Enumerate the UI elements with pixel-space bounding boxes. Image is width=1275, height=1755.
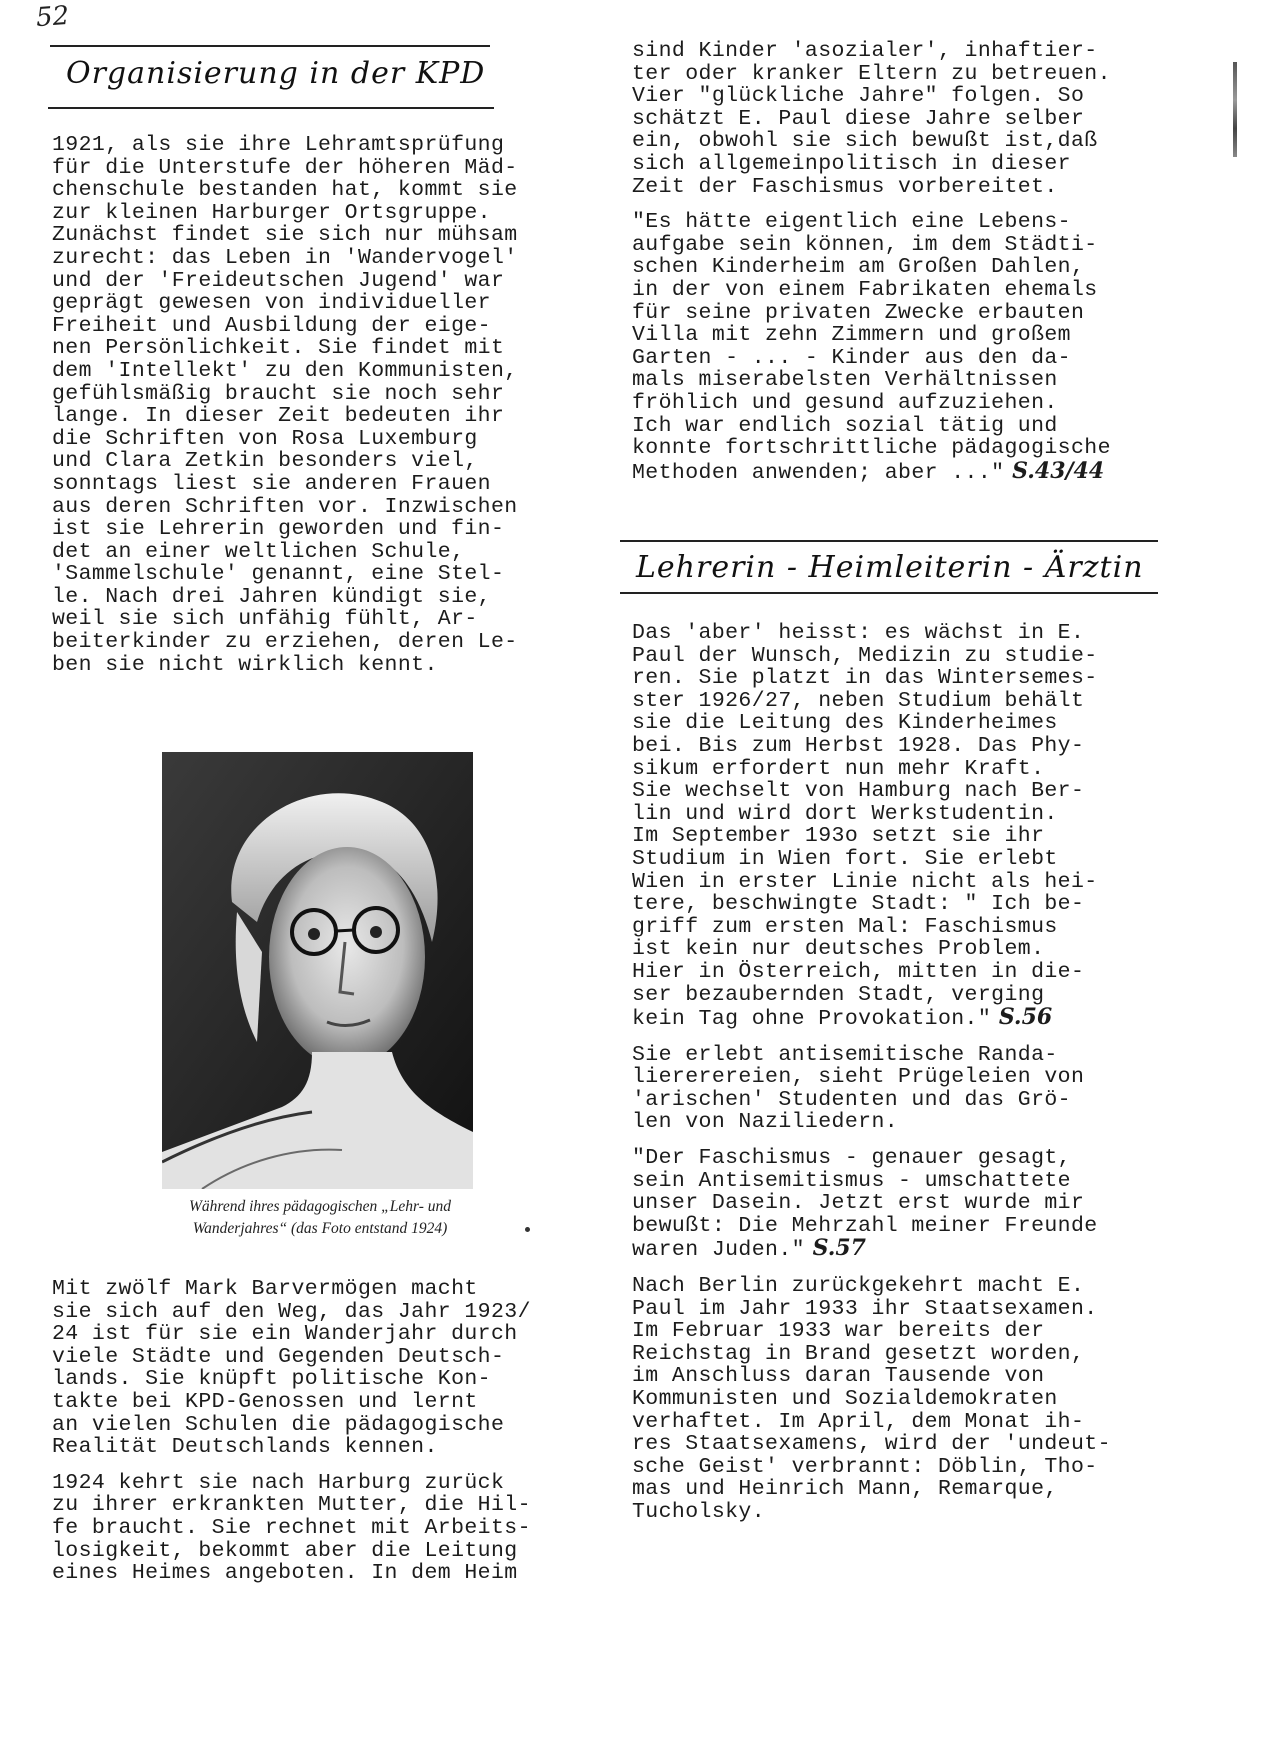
text-line: ist kein nur deutsches Problem. (632, 937, 1045, 962)
text-line: ser bezaubernden Stadt, verging (632, 982, 1045, 1007)
text-line: Mit zwölf Mark Barvermögen macht (52, 1277, 478, 1301)
text-line: Reichstag in Brand gesetzt worden, (632, 1341, 1085, 1366)
text-line: beiterkinder zu erziehen, deren Le- (52, 630, 518, 655)
text-line: Im Februar 1933 war bereits der (632, 1319, 1045, 1344)
text-line: kein Tag ohne Provokation." S.56 (632, 1004, 1053, 1032)
text-line: sich allgemeinpolitisch in dieser (632, 151, 1071, 176)
text-line: Villa mit zehn Zimmern und großem (632, 323, 1071, 348)
paragraph (632, 1147, 1111, 1262)
text-line: len von Naziliedern. (632, 1110, 899, 1135)
section-heading-kpd: Organisierung in der KPD (66, 56, 486, 91)
page-reference: S.57 (804, 1235, 866, 1262)
text-line: Nach Berlin zurückgekehrt macht E. (632, 1274, 1085, 1299)
page-reference: S.43/44 (1004, 457, 1105, 484)
paragraph (632, 622, 1111, 1031)
text-line: Sie wechselt von Hamburg nach Ber- (632, 779, 1085, 804)
text-line: sind Kinder 'asozialer', inhaftier- (632, 39, 1098, 63)
text-line: Zeit der Faschismus vorbereitet. (632, 174, 1058, 199)
heading-rule-top-right (620, 540, 1158, 542)
paragraph (632, 40, 1111, 198)
text-line: Vier "glückliche Jahre" folgen. So (632, 84, 1085, 109)
text-line: dem 'Intellekt' zu den Kommunisten, (52, 358, 518, 383)
text-line: ter oder kranker Eltern zu betreuen. (632, 61, 1111, 86)
text-line: sonntags liest sie anderen Frauen (52, 471, 491, 496)
text-line: Freiheit und Ausbildung der eige- (52, 313, 491, 338)
text-line: Tucholsky. (632, 1499, 766, 1524)
text-line: sie die Leitung des Kinderheimes (632, 711, 1058, 736)
text-line: Paul der Wunsch, Medizin zu studie- (632, 643, 1098, 668)
text-line: aufgabe sein können, im dem Städti- (632, 232, 1098, 257)
text-line: eines Heimes angeboten. In dem Heim (52, 1561, 518, 1586)
text-line: det an einer weltlichen Schule, (52, 539, 465, 564)
text-line: 'Sammelschule' genannt, eine Stel- (52, 562, 505, 587)
text-line: Zunächst findet sie sich nur mühsam (52, 223, 518, 248)
portrait-photo (162, 752, 473, 1189)
text-line: schen Kinderheim am Großen Dahlen, (632, 255, 1085, 280)
text-line: Garten - ... - Kinder aus den da- (632, 345, 1071, 370)
section-heading-profession: Lehrerin - Heimleiterin - Ärztin (636, 550, 1144, 585)
text-line: ben sie nicht wirklich kennt. (52, 652, 438, 677)
text-line: fröhlich und gesund aufzuziehen. (632, 390, 1058, 415)
text-line: 24 ist für sie ein Wanderjahr durch (52, 1322, 518, 1347)
text-line: ist sie Lehrerin geworden und fin- (52, 517, 505, 542)
text-line: für die Unterstufe der höheren Mäd- (52, 155, 518, 180)
text-line: lange. In dieser Zeit bedeuten ihr (52, 404, 505, 429)
text-line: lands. Sie knüpft politische Kon- (52, 1367, 491, 1392)
text-line: Kommunisten und Sozialdemokraten (632, 1387, 1058, 1411)
text-line: an vielen Schulen die pädagogische (52, 1412, 505, 1437)
left-column-text-top (52, 134, 518, 689)
stray-dot (525, 1227, 530, 1232)
text-line: schätzt E. Paul diese Jahre selber (632, 106, 1085, 131)
text-line: zur kleinen Harburger Ortsgruppe. (52, 200, 491, 225)
paragraph (632, 211, 1111, 484)
left-column-text-bottom (52, 1278, 531, 1598)
text-line: Wien in erster Linie nicht als hei- (632, 869, 1098, 894)
text-line: aus deren Schriften vor. Inzwischen (52, 494, 518, 519)
text-line: chenschule bestanden hat, kommt sie (52, 178, 518, 203)
text-line: le. Nach drei Jahren kündigt sie, (52, 584, 491, 609)
text-line: losigkeit, bekommt aber die Leitung (52, 1538, 518, 1563)
text-line: Im September 193o setzt sie ihr (632, 824, 1045, 849)
text-line: ren. Sie platzt in das Wintersemes- (632, 666, 1098, 691)
text-line: takte bei KPD-Genossen und lernt (52, 1389, 478, 1414)
text-line: für seine privaten Zwecke erbauten (632, 300, 1085, 325)
scan-edge-mark (1233, 62, 1237, 157)
photo-caption-line-1: Während ihres pädagogischen „Lehr- und (188, 1198, 452, 1215)
text-line: unser Dasein. Jetzt erst wurde mir (632, 1191, 1085, 1216)
text-line: waren Juden." S.57 (632, 1235, 866, 1263)
text-line: viele Städte und Gegenden Deutsch- (52, 1344, 505, 1369)
text-line: griff zum ersten Mal: Faschismus (632, 914, 1058, 939)
heading-rule-top-left (50, 45, 490, 47)
right-column-text-top (632, 40, 1111, 497)
text-line: und Clara Zetkin besonders viel, (52, 449, 478, 474)
text-line: 1921, als sie ihre Lehramtsprüfung (52, 133, 505, 157)
text-line: Realität Deutschlands kennen. (52, 1435, 438, 1460)
text-line: in der von einem Fabrikaten ehemals (632, 277, 1098, 302)
text-line: Ich war endlich sozial tätig und (632, 413, 1058, 438)
text-line: Hier in Österreich, mitten in die- (632, 959, 1085, 984)
text-line: lin und wird dort Werkstudentin. (632, 801, 1058, 826)
text-line: Paul im Jahr 1933 ihr Staatsexamen. (632, 1296, 1098, 1321)
text-line: Studium in Wien fort. Sie erlebt (632, 846, 1058, 871)
text-line: 1924 kehrt sie nach Harburg zurück (52, 1470, 505, 1495)
text-line: "Es hätte eigentlich eine Lebens- (632, 210, 1071, 235)
text-line: liererereien, sieht Prügeleien von (632, 1065, 1085, 1090)
text-line: sche Geist' verbrannt: Döblin, Tho- (632, 1454, 1098, 1479)
text-line: tere, beschwingte Stadt: " Ich be- (632, 892, 1085, 917)
paragraph (52, 1278, 531, 1459)
heading-rule-bottom-right (620, 592, 1158, 594)
heading-rule-bottom-left (48, 107, 494, 109)
text-line: weil sie sich unfähig fühlt, Ar- (52, 607, 478, 632)
paragraph (52, 1472, 531, 1585)
text-line: mals miserabelsten Verhältnissen (632, 368, 1058, 393)
text-line: 'arischen' Studenten und das Grö- (632, 1087, 1071, 1112)
text-line: verhaftet. Im April, dem Monat ih- (632, 1409, 1085, 1434)
text-line: res Staatsexamens, wird der 'undeut- (632, 1432, 1111, 1457)
paragraph (52, 134, 518, 676)
text-line: gefühlsmäßig braucht sie noch sehr (52, 381, 505, 406)
text-line: ein, obwohl sie sich bewußt ist,daß (632, 129, 1098, 154)
text-line: Methoden anwenden; aber ..." S.43/44 (632, 457, 1105, 485)
page-number: 52 (34, 0, 71, 34)
right-column-text-bottom (632, 622, 1111, 1537)
page-reference: S.56 (991, 1004, 1053, 1031)
text-line: fe braucht. Sie rechnet mit Arbeits- (52, 1515, 531, 1540)
text-line: sie sich auf den Weg, das Jahr 1923/ (52, 1299, 531, 1324)
text-line: sikum erfordert nun mehr Kraft. (632, 756, 1045, 781)
text-line: und der 'Freideutschen Jugend' war (52, 268, 505, 293)
photo-caption-line-2: Wanderjahres“ (das Foto entstand 1924) (192, 1220, 448, 1237)
text-line: bewußt: Die Mehrzahl meiner Freunde (632, 1213, 1098, 1238)
text-line: Das 'aber' heisst: es wächst in E. (632, 621, 1085, 645)
photo-caption (140, 1196, 500, 1240)
text-line: mas und Heinrich Mann, Remarque, (632, 1477, 1058, 1502)
text-line: nen Persönlichkeit. Sie findet mit (52, 336, 505, 361)
text-line: bei. Bis zum Herbst 1928. Das Phy- (632, 733, 1085, 758)
text-line: zurecht: das Leben in 'Wandervogel' (52, 245, 518, 270)
text-line: "Der Faschismus - genauer gesagt, (632, 1146, 1071, 1171)
text-line: im Anschluss daran Tausende von (632, 1364, 1045, 1389)
text-line: konnte fortschrittliche pädagogische (632, 436, 1111, 461)
text-line: die Schriften von Rosa Luxemburg (52, 426, 478, 451)
text-line: sein Antisemitismus - umschattete (632, 1168, 1071, 1193)
text-line: zu ihrer erkrankten Mutter, die Hil- (52, 1493, 531, 1518)
text-line: ster 1926/27, neben Studium behält (632, 688, 1085, 713)
text-line: geprägt gewesen von individueller (52, 291, 491, 316)
paragraph (632, 1275, 1111, 1524)
paragraph (632, 1044, 1111, 1134)
text-line: Sie erlebt antisemitische Randa- (632, 1042, 1058, 1067)
